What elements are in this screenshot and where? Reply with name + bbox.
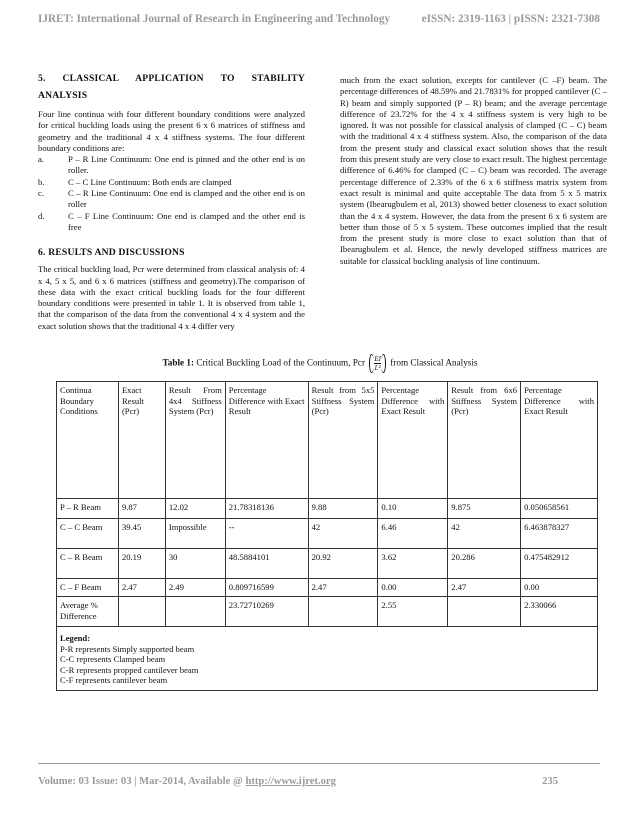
table-cell: 20.19 (118, 549, 165, 579)
table-cell: Impossible (165, 519, 225, 549)
table-row (57, 549, 598, 579)
table-cell: 0.475482912 (521, 549, 598, 579)
list-item-label: a. (38, 154, 45, 165)
list-item-label: b. (38, 176, 45, 187)
table-cell: 39.45 (118, 519, 165, 549)
formula-denominator: L² (374, 364, 381, 372)
running-footer (38, 776, 558, 787)
header-cell: Percentage Difference with Exact Result (378, 382, 448, 499)
table-cell (308, 597, 378, 627)
footer-volume: Volume: 03 Issue: 03 | Mar-2014, Available @ (38, 776, 243, 787)
header-cell: Result From 4x4 Stiffness System (Pcr) (165, 382, 225, 499)
legend-item: C-C represents Clamped beam (60, 654, 166, 665)
journal-name: IJRET: International Journal of Research in Engineering and Technology (38, 13, 391, 25)
table-cell: 2.49 (165, 579, 225, 597)
legend-title: Legend: (60, 633, 91, 643)
list-item-label: c. (38, 188, 45, 199)
ei-over-l2-formula (369, 355, 386, 372)
table-cell: 20.92 (308, 549, 378, 579)
header-cell: Continua Boundary Conditions (57, 382, 119, 499)
header-cell: Percentage Difference with Exact Result (521, 382, 598, 499)
section-5-title-line1: 5. CLASSICAL APPLICATION TO STABILITY (38, 73, 305, 84)
list-item (38, 211, 305, 234)
table-cell: C – R Beam (57, 549, 119, 579)
table-cell: 3.62 (378, 549, 448, 579)
section-5-title (38, 72, 305, 102)
section-6-paragraph-1: The critical buckling load, Pcr were determined from classical analysis of: 4 x 4, 5 x 5, and 6 x 6 matrices (stiffness and geometry).The comparison of these data with the exact critical buckling loads for the four different boundary conditions were presented in table 1. It is observed from table 1, that the comparison of the data from the conventional 4 x 4 system and the exact solution shows that the traditional 4 x 4 differ very (38, 264, 305, 331)
list-item-label: d. (38, 210, 45, 221)
table-cell: 0.00 (521, 579, 598, 597)
table-row (57, 519, 598, 549)
table-row-average (57, 597, 598, 627)
table-cell: 20.286 (448, 549, 521, 579)
section-6-paragraph-2: much from the exact solution, excepts for cantilever (C –F) beam. The percentage differences of 48.59% and 21.7831% for propped cantilever (C – R) beam and simply supported (P – R) beam; and the average percentage difference of 23.72% for the 4 x 4 stiffness system is very high to be ignored. It was not possible for classical analysis of clamped (C – C) beam with the traditional 4 x 4 stiffness system. Also, the comparison of the data from the present study and classical exact solution shows that the result from this present study are very close to exact result. The highest percentage difference of 6.46% for clamped (C – C) beam was recorded. The average percentage difference of 2.33% of the 6 x 6 stiffness matrix system from exact result is minimal and quite acceptable The data from 5 x 5 matrix system (Ibearugbulem et al, 2013) showed better closeness to exact solution than the 4 x 4 system. However, the data from the present 6 x 6 system are better than those of 5 x 5 system. These outcomes implied that the result from the present study is more close to exact solution than that of Ibearugbulem et al. Hence, the newly developed stiffness matrices are suitable for classical buckling analysis of line continuum. (340, 75, 607, 266)
table-cell: 2.330066 (521, 597, 598, 627)
left-column (38, 72, 305, 332)
section-5-intro: Four line continua with four different boundary conditions were analyzed for critical buckling loads using the present 6 x 6 matrices of stiffness and geometry and the traditional 4 x 4 stiffness systems. The four different boundary conditions are: (38, 109, 305, 153)
table-cell: 2.47 (448, 579, 521, 597)
list-item (38, 177, 305, 188)
table-row (57, 579, 598, 597)
legend-item: C-F represents cantilever beam (60, 675, 168, 686)
table-cell: 12.02 (165, 499, 225, 519)
header-cell: Result from 5x5 Stiffness System (Pcr) (308, 382, 378, 499)
footer-citation (38, 776, 336, 787)
header-cell: Exact Result (Pcr) (118, 382, 165, 499)
table-cell: P – R Beam (57, 499, 119, 519)
legend-item: C-R represents propped cantilever beam (60, 664, 199, 675)
table-cell: 9.875 (448, 499, 521, 519)
boundary-list (38, 154, 305, 233)
table-cell: 9.88 (308, 499, 378, 519)
list-item (38, 154, 305, 177)
table-cell: 42 (448, 519, 521, 549)
issn: eISSN: 2319-1163 | pISSN: 2321-7308 (421, 13, 600, 25)
table-cell (448, 597, 521, 627)
buckling-load-table (56, 381, 598, 691)
table-row (57, 499, 598, 519)
table-legend-row (57, 627, 598, 691)
footer-divider (38, 763, 600, 764)
table-cell: C – F Beam (57, 579, 119, 597)
header-cell: Result from 6x6 Stiffness System (Pcr) (448, 382, 521, 499)
right-column (340, 75, 607, 267)
table-cell: 21.78318136 (225, 499, 308, 519)
table-cell: 9.87 (118, 499, 165, 519)
legend-cell (57, 627, 598, 691)
table-cell: 0.050658561 (521, 499, 598, 519)
table-cell (118, 597, 165, 627)
table-cell: C – C Beam (57, 519, 119, 549)
table-cell: 2.55 (378, 597, 448, 627)
table-cell: 30 (165, 549, 225, 579)
table-caption (60, 355, 580, 372)
journal-link[interactable]: http://www.ijret.org (245, 776, 336, 787)
table-cell (165, 597, 225, 627)
formula-numerator: EI (374, 355, 381, 363)
table-cell: 2.47 (308, 579, 378, 597)
page-number: 235 (542, 776, 558, 787)
table-caption-suffix: from Classical Analysis (390, 357, 478, 368)
table-cell: 42 (308, 519, 378, 549)
list-item-text: C – R Line Continuum: One end is clamped and the other end is on roller (68, 188, 305, 210)
list-item (38, 188, 305, 211)
table-cell: 6.463878327 (521, 519, 598, 549)
table-cell: 2.47 (118, 579, 165, 597)
table-cell: 48.5884101 (225, 549, 308, 579)
table-caption-text: Critical Buckling Load of the Continuum, Pcr (196, 357, 366, 368)
table-cell: -- (225, 519, 308, 549)
running-header (38, 13, 600, 25)
section-5-title-line2: ANALYSIS (38, 90, 88, 101)
table-cell: Average % Difference (57, 597, 119, 627)
list-item-text: C – C Line Continuum: Both ends are clamped (68, 176, 232, 187)
table-cell: 6.46 (378, 519, 448, 549)
legend-item: P-R represents Simply supported beam (60, 643, 195, 654)
table-cell: 0.00 (378, 579, 448, 597)
table-cell: 0.809716599 (225, 579, 308, 597)
section-6-title: 6. RESULTS AND DISCUSSIONS (38, 247, 185, 259)
table-cell: 23.72710269 (225, 597, 308, 627)
table-caption-label: Table 1: (162, 357, 195, 368)
table-header-row (57, 382, 598, 499)
list-item-text: P – R Line Continuum: One end is pinned and the other end is on roller. (68, 154, 305, 176)
header-cell: Percentage Difference with Exact Result (225, 382, 308, 499)
list-item-text: C – F Line Continuum: One end is clamped and the other end is free (68, 210, 305, 232)
table-cell: 0.10 (378, 499, 448, 519)
